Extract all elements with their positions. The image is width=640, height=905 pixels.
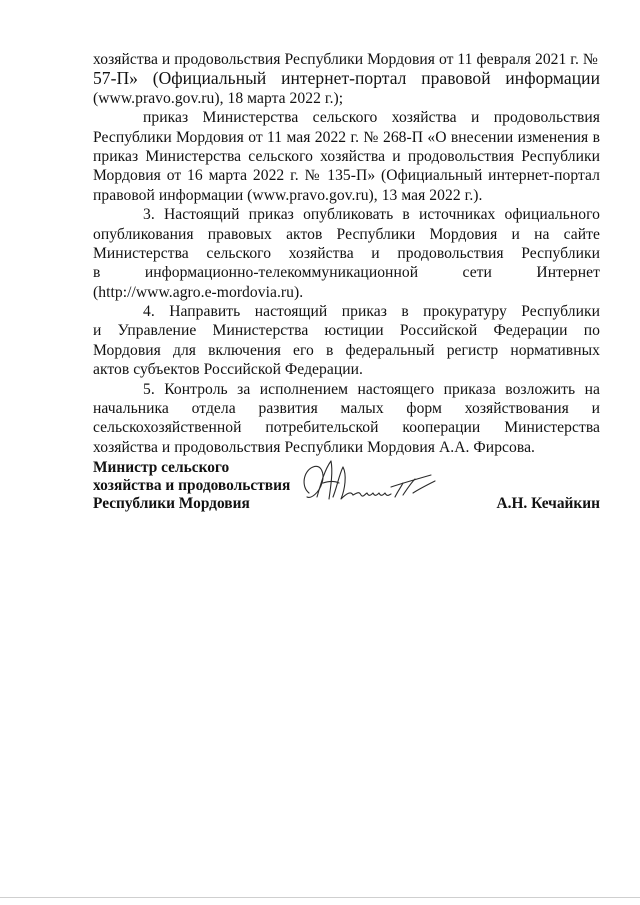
body-line: (www.pravo.gov.ru), 18 марта 2022 г.); bbox=[93, 89, 344, 107]
minister-title-line: Министр сельского bbox=[93, 459, 230, 476]
body-line: 57-П» (Официальный интернет-портал правовой информации bbox=[93, 69, 600, 89]
body-line: правовой информации (www.pravo.gov.ru), 13 мая 2022 г.). bbox=[93, 186, 483, 204]
body-line: Мордовия от 16 марта 2022 г. № 135-П» (Официальный интернет-портал bbox=[93, 167, 600, 185]
body-line: хозяйства и продовольствия Республики Мордовия А.А. Фирсова. bbox=[93, 438, 535, 456]
body-line: 5. Контроль за исполнением настоящего приказа возложить на bbox=[143, 380, 600, 398]
body-line: сельскохозяйственной потребительской кооперации Министерства bbox=[93, 419, 600, 437]
body-line: приказ Министерства сельского хозяйства и продовольствия bbox=[143, 109, 600, 127]
body-line: и Управление Министерства юстиции Российской Федерации по bbox=[93, 322, 600, 340]
minister-title bbox=[93, 459, 290, 513]
body-line: 3. Настоящий приказ опубликовать в источниках официального bbox=[143, 206, 600, 224]
scan-edge-line bbox=[0, 897, 640, 898]
body-line: приказ Министерства сельского хозяйства и продовольствия Республики bbox=[93, 147, 600, 165]
signer-name: А.Н. Кечайкин bbox=[496, 495, 600, 512]
body-line: 4. Направить настоящий приказ в прокуратуру Республики bbox=[143, 303, 600, 321]
body-line: (http://www.agro.e-mordovia.ru). bbox=[93, 283, 304, 301]
body-line: актов субъектов Российской Федерации. bbox=[93, 361, 363, 379]
body-line: хозяйства и продовольствия Республики Мордовия от 11 февраля 2021 г. № bbox=[93, 51, 598, 68]
body-line: в информационно-телекоммуникационной сети Интернет bbox=[93, 264, 600, 282]
minister-title-line: хозяйства и продовольствия bbox=[93, 477, 291, 494]
body-line: Мордовия для включения его в федеральный регистр нормативных bbox=[93, 341, 600, 359]
body-line: Министерства сельского хозяйства и продовольствия Республики bbox=[93, 244, 600, 262]
body-line: начальника отдела развития малых форм хозяйствования и bbox=[93, 400, 600, 418]
handwritten-signature bbox=[295, 453, 445, 513]
body-line: Республики Мордовия от 11 мая 2022 г. № 268-П «О внесении изменения в bbox=[93, 128, 600, 146]
signature-block bbox=[93, 459, 600, 519]
minister-title-line: Республики Мордовия bbox=[93, 495, 250, 512]
body-line: опубликования правовых актов Республики Мордовия и на сайте bbox=[93, 225, 600, 243]
document-body bbox=[93, 50, 600, 457]
